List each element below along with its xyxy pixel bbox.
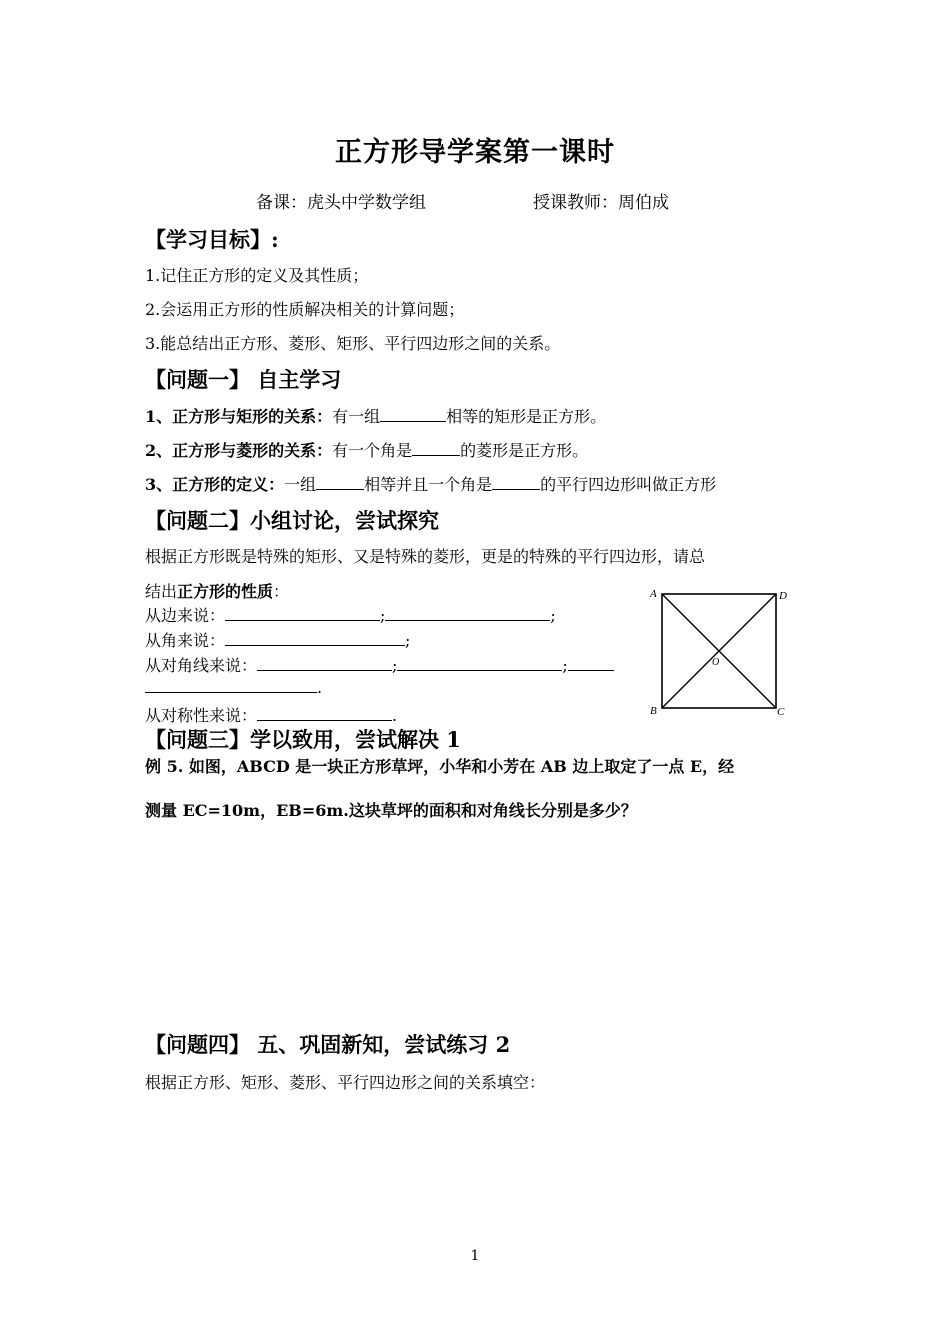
page-title: 正方形导学案第一课时: [335, 137, 615, 168]
separator: ;: [562, 656, 568, 675]
label-d: D: [779, 590, 787, 602]
q1-heading: 【问题一】 自主学习: [145, 367, 342, 392]
goal-item: 2.会运用正方形的性质解决相关的计算问题；: [145, 300, 465, 319]
fill-blank[interactable]: [492, 475, 540, 490]
q1-line-1: [145, 404, 606, 427]
property-symmetry-label: 从对称性来说：: [145, 706, 258, 725]
q1-line-2-pre: 有一个角是: [332, 441, 413, 460]
label-c: C: [777, 706, 785, 718]
property-diagonal-cont: [145, 678, 322, 697]
property-symmetry: [145, 703, 397, 726]
q3-heading: 【问题三】学以致用，尝试解决 1: [145, 727, 461, 752]
fill-blank[interactable]: [385, 606, 550, 621]
fill-blank[interactable]: [257, 706, 392, 721]
property-angle-label: 从角来说：: [145, 631, 226, 650]
q1-line-3-mid: 相等并且一个角是: [364, 475, 493, 494]
q1-line-3: [145, 472, 716, 495]
property-side: [145, 603, 556, 626]
q1-line-1-post: 相等的矩形是正方形。: [446, 407, 607, 426]
fill-blank[interactable]: [412, 441, 460, 456]
q1-line-1-label: 1、正方形与矩形的关系：: [145, 407, 333, 426]
property-diagonal: [145, 653, 614, 676]
q1-line-1-pre: 有一组: [332, 407, 381, 426]
goals-heading: 【学习目标】:: [145, 227, 279, 252]
fill-blank[interactable]: [257, 656, 392, 671]
fill-blank[interactable]: [568, 656, 614, 671]
q2-intro-line-2: [145, 579, 289, 602]
separator: ;: [550, 606, 556, 625]
q2-intro-line-1: 根据正方形既是特殊的矩形、又是特殊的菱形，更是的特殊的平行四边形，请总: [145, 547, 706, 566]
q1-line-3-pre: 一组: [284, 475, 317, 494]
teacher-info: 授课教师：周伯成: [533, 193, 669, 213]
preparer-info: 备课：虎头中学数学组: [256, 193, 426, 213]
property-diagonal-label: 从对角线来说：: [145, 656, 258, 675]
goal-item: 3.能总结出正方形、菱形、矩形、平行四边形之间的关系。: [145, 334, 561, 353]
label-o: O: [712, 657, 720, 668]
q4-heading: 【问题四】 五、巩固新知，尝试练习 2: [145, 1032, 511, 1057]
goal-item: 1.记住正方形的定义及其性质；: [145, 266, 369, 285]
label-a: A: [650, 588, 657, 600]
example-line-1: 例 5. 如图，ABCD 是一块正方形草坪，小华和小芳在 AB 边上取定了一点 E，经: [145, 757, 735, 776]
fill-blank[interactable]: [316, 475, 364, 490]
property-angle: [145, 628, 410, 651]
q4-text: 根据正方形、矩形、菱形、平行四边形之间的关系填空：: [145, 1073, 546, 1092]
fill-blank[interactable]: [145, 678, 317, 693]
page-number: 1: [470, 1248, 480, 1264]
square-figure: [646, 584, 796, 720]
q1-line-3-post: 的平行四边形叫做正方形: [540, 475, 717, 494]
q1-line-3-label: 3、正方形的定义：: [145, 475, 285, 494]
q2-heading: 【问题二】小组讨论，尝试探究: [145, 508, 439, 533]
period: .: [392, 706, 398, 725]
fill-blank[interactable]: [380, 407, 446, 422]
q1-line-2: [145, 438, 588, 461]
example-line-2: 测量 EC=10m，EB=6m.这块草坪的面积和对角线长分别是多少？: [145, 801, 637, 820]
q2-intro-pre: 结出: [145, 582, 178, 601]
separator: ;: [380, 606, 386, 625]
fill-blank[interactable]: [225, 606, 380, 621]
q1-line-2-label: 2、正方形与菱形的关系：: [145, 441, 333, 460]
separator: ;: [392, 656, 398, 675]
label-b: B: [650, 705, 657, 717]
q1-line-2-post: 的菱形是正方形。: [460, 441, 589, 460]
separator: ;: [405, 631, 411, 650]
q2-intro-bold: 正方形的性质: [177, 582, 274, 601]
q2-intro-post: ：: [273, 582, 290, 601]
fill-blank[interactable]: [225, 631, 405, 646]
period: .: [317, 678, 323, 697]
fill-blank[interactable]: [397, 656, 562, 671]
property-side-label: 从边来说：: [145, 606, 226, 625]
